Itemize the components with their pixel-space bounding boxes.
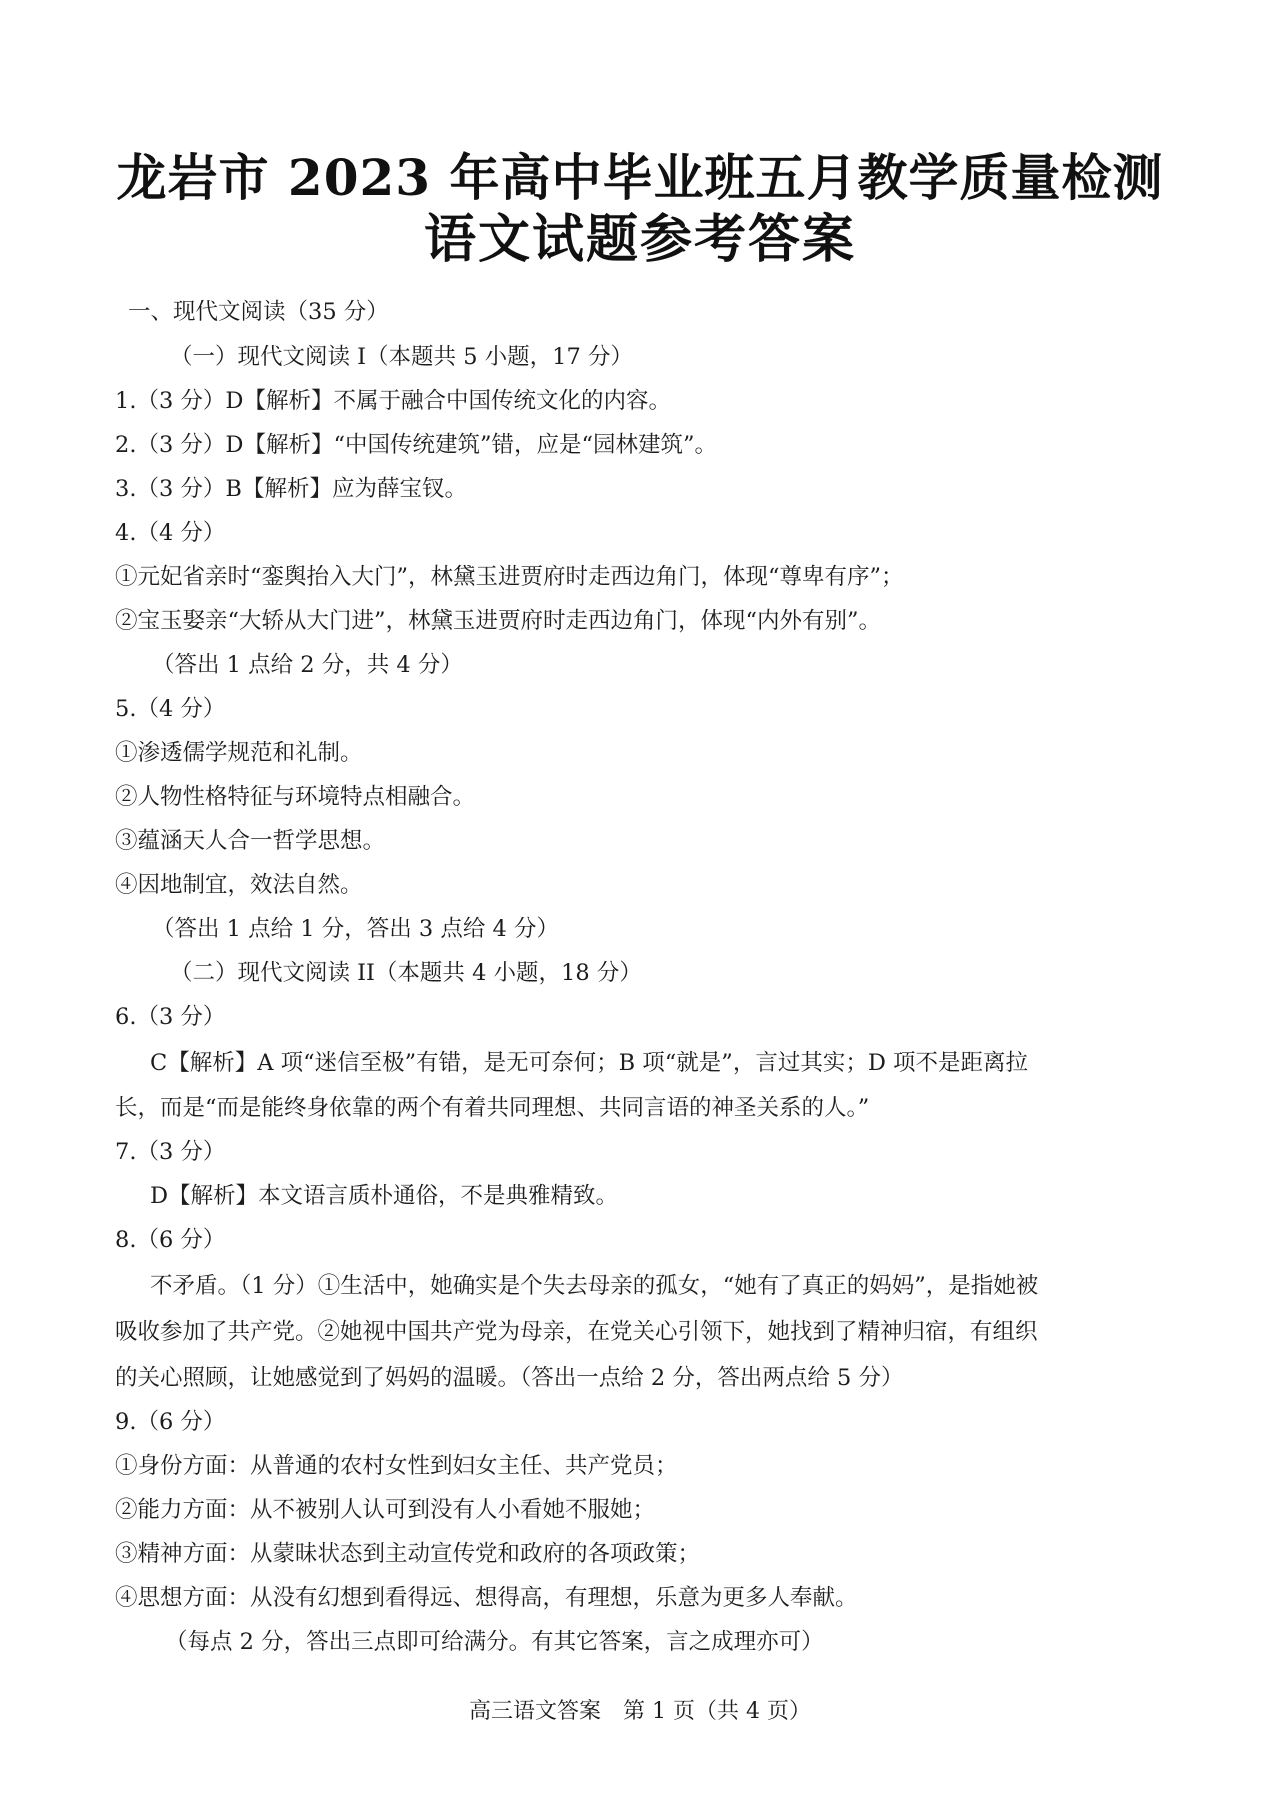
answer-q1: 1.（3 分）D【解析】不属于融合中国传统文化的内容。 [115,388,671,414]
q9-heading: 9.（6 分） [115,1409,226,1435]
q4-point-1: ①元妃省亲时“銮舆抬入大门”，林黛玉进贾府时走西边角门，体现“尊卑有序”； [115,564,904,590]
q5-point-4: ④因地制宜，效法自然。 [115,872,363,898]
q5-point-2: ②人物性格特征与环境特点相融合。 [115,784,476,810]
q4-scoring-note: （答出 1 点给 2 分，共 4 分） [152,652,463,678]
q7-analysis-line-1: D【解析】本文语言质朴通俗，不是典雅精致。 [150,1183,619,1209]
q5-point-1: ①渗透儒学规范和礼制。 [115,740,363,766]
q6-analysis-line-2: 长，而是“而是能终身依靠的两个有着共同理想、共同言语的神圣关系的人。” [115,1095,870,1121]
section-heading: 一、现代文阅读（35 分） [128,299,389,325]
q8-answer-line-2: 吸收参加了共产党。②她视中国共产党为母亲，在党关心引领下，她找到了精神归宿，有组织 [115,1319,1038,1345]
subsection-heading-2: （二）现代文阅读 II（本题共 4 小题，18 分） [170,960,642,986]
q4-point-2: ②宝玉娶亲“大轿从大门进”，林黛玉进贾府时走西边角门，体现“内外有别”。 [115,608,882,634]
q9-scoring-note: （每点 2 分，答出三点即可给满分。有其它答案，言之成理亦可） [165,1629,824,1655]
q9-point-4: ④思想方面：从没有幻想到看得远、想得高，有理想，乐意为更多人奉献。 [115,1585,858,1611]
q5-scoring-note: （答出 1 点给 1 分，答出 3 点给 4 分） [152,916,559,942]
q8-answer-line-1: 不矛盾。（1 分）①生活中，她确实是个失去母亲的孤女，“她有了真正的妈妈”，是指她被 [150,1273,1039,1299]
answer-q3: 3.（3 分）B【解析】应为薛宝钗。 [115,476,467,502]
q8-answer-line-3: 的关心照顾，让她感觉到了妈妈的温暖。（答出一点给 2 分，答出两点给 5 分） [115,1365,904,1391]
q5-heading: 5.（4 分） [115,696,226,722]
page-title: 龙岩市 2023 年高中毕业班五月教学质量检测 [116,148,1164,207]
subsection-heading-1: （一）现代文阅读 I（本题共 5 小题，17 分） [170,344,633,370]
q7-heading: 7.（3 分） [115,1139,226,1165]
answer-q2: 2.（3 分）D【解析】“中国传统建筑”错，应是“园林建筑”。 [115,432,717,458]
page-footer: 高三语文答案 第 1 页（共 4 页） [469,1699,811,1724]
q5-point-3: ③蕴涵天人合一哲学思想。 [115,828,386,854]
q6-analysis-line-1: C【解析】A 项“迷信至极”有错，是无可奈何；B 项“就是”，言过其实；D 项不是距离拉 [150,1050,1029,1076]
page-subtitle: 语文试题参考答案 [423,209,856,270]
q6-heading: 6.（3 分） [115,1004,226,1030]
q9-point-1: ①身份方面：从普通的农村女性到妇女主任、共产党员； [115,1453,678,1479]
q8-heading: 8.（6 分） [115,1227,226,1253]
q9-point-2: ②能力方面：从不被别人认可到没有人小看她不服她； [115,1497,656,1523]
q9-point-3: ③精神方面：从蒙昧状态到主动宣传党和政府的各项政策； [115,1541,701,1567]
q4-heading: 4.（4 分） [115,520,226,546]
